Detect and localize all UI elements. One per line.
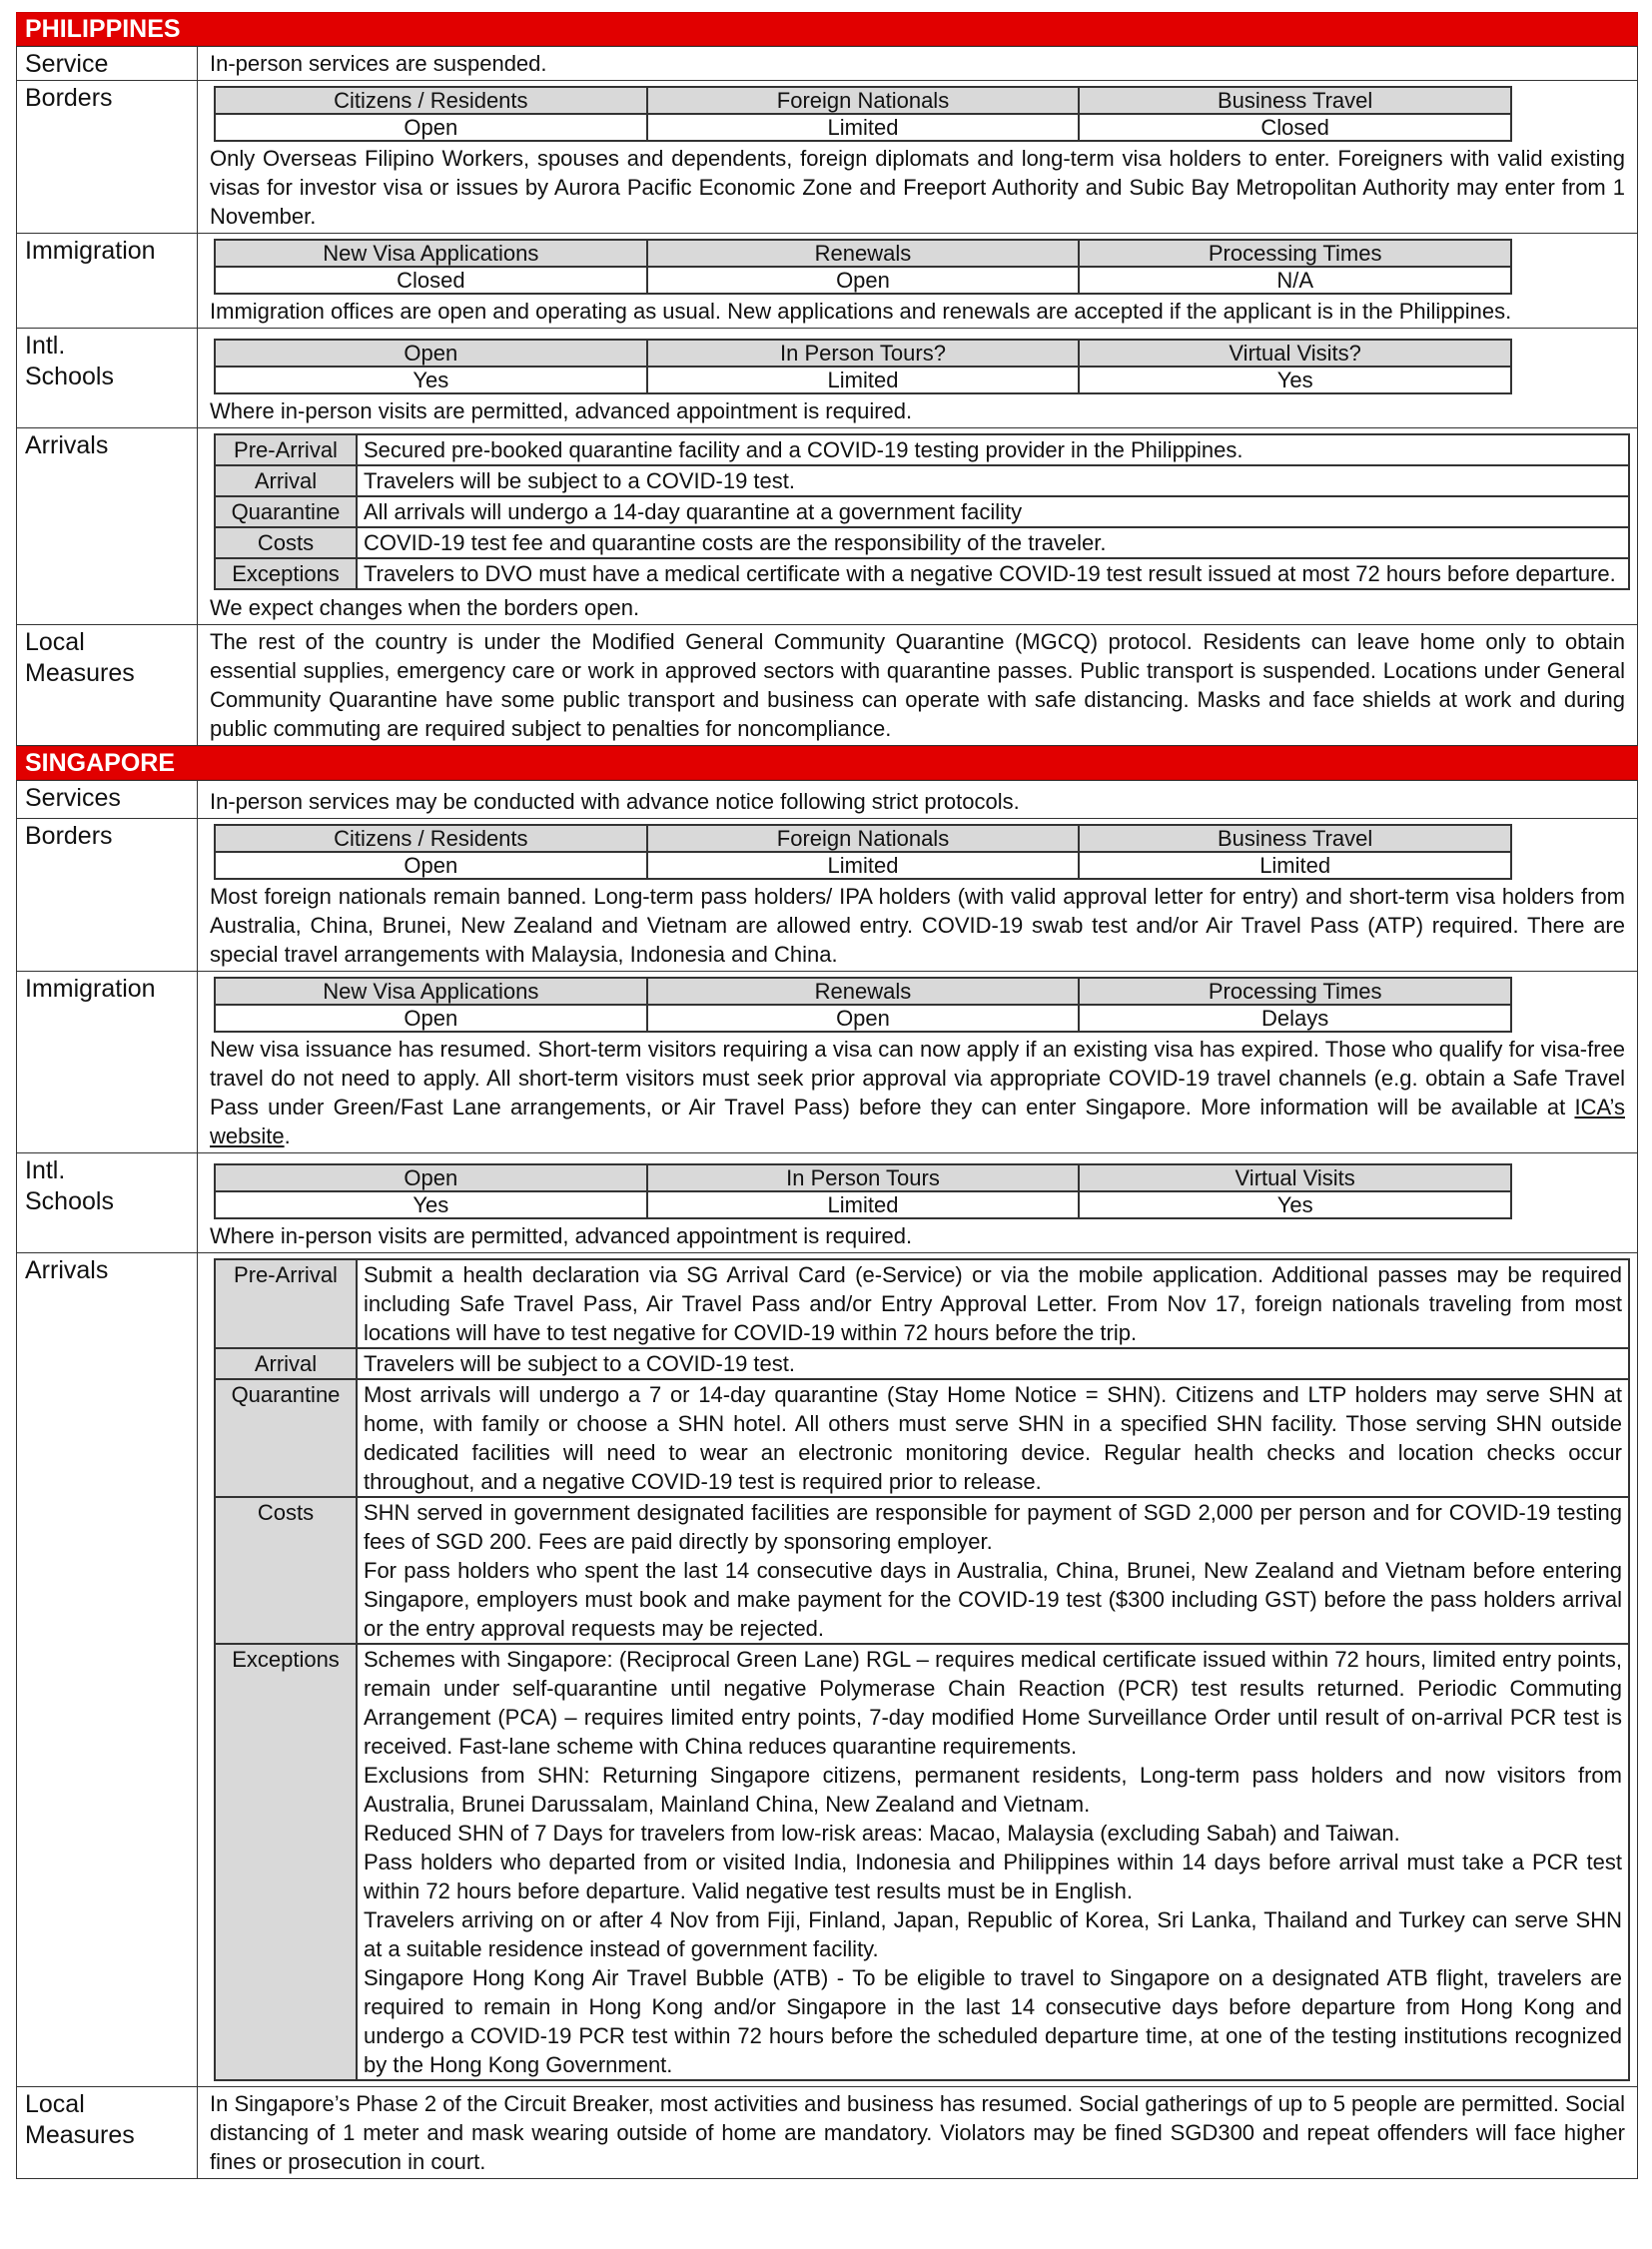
row-immigration — [17, 234, 1638, 329]
immigration-note: Immigration offices are open and operating as usual. New applications and renewals are accepted if the applicant is in the Philippines. — [210, 299, 1512, 324]
exceptions-paragraph: Schemes with Singapore: (Reciprocal Green Lane) RGL – requires medical certificate issued within 72 hours, limited entry points, remain under self-quarantine until negative Polymerase Chain Reaction (PCR) test results returned. Periodic Commuting Arrangement (PCA) – requires limited entry points, 7-day modified Home Surveillance Order until result of on-arrival PCR test is received. Fast-lane scheme with China reduces quarantine requirements. — [364, 1647, 1622, 1759]
grid-header: In Person Tours? — [647, 340, 1080, 367]
grid-header: New Visa Applications — [215, 978, 647, 1005]
local-measures-text: The rest of the country is under the Modified General Community Quarantine (MGCQ) protocol. Residents can leave home only to obtain essential supplies, emergency care or work in approved sectors with quarantine passes. Public transport is suspended. Locations under General Community Quarantine have some public transport and business can operate with safe distancing. Masks and face shields at work and during public commuting are required subject to penalties for noncompliance. — [198, 625, 1638, 746]
grid-value: N/A — [1079, 267, 1511, 294]
row-schools — [17, 1153, 1638, 1253]
row-service — [17, 47, 1638, 81]
grid-header: In Person Tours — [647, 1164, 1080, 1191]
grid-header: Processing Times — [1079, 978, 1511, 1005]
ica-website-link[interactable]: ICA’s website — [210, 1095, 1625, 1148]
grid-value: Open — [215, 1005, 647, 1032]
row-label: Arrivals — [17, 1253, 198, 2087]
borders-note: Only Overseas Filipino Workers, spouses and dependents, foreign diplomats and long-term visa holders to enter. Foreigners with valid existing visas for investor visa or issues by Aurora Pacific Economic Zone and Freeport Authority and Subic Bay Metropolitan Authority may enter from 1 November. — [210, 146, 1625, 229]
grid-value: Limited — [647, 114, 1080, 141]
row-label: Schools — [25, 363, 114, 390]
borders-grid — [214, 86, 1512, 142]
exceptions-paragraph: Reduced SHN of 7 Days for travelers from low-risk areas: Macao, Malaysia (excluding Sabah) and Taiwan. — [364, 1821, 1400, 1846]
arrivals-label: Pre-Arrival — [215, 434, 357, 465]
arrivals-label: Arrival — [215, 465, 357, 496]
row-local-measures — [17, 625, 1638, 746]
schools-grid — [214, 339, 1512, 394]
grid-value: Open — [647, 1005, 1080, 1032]
immigration-note-end: . — [284, 1124, 291, 1148]
row-borders — [17, 81, 1638, 234]
service-text: In-person services may be conducted with advance notice following strict protocols. — [198, 781, 1638, 819]
arrivals-label: Pre-Arrival — [215, 1259, 357, 1348]
arrivals-text: Travelers to DVO must have a medical certificate with a negative COVID-19 test result issued at most 72 hours before departure. — [357, 558, 1629, 589]
row-label: Immigration — [17, 234, 198, 329]
row-label: Measures — [25, 659, 135, 687]
arrivals-text: Travelers will be subject to a COVID-19 test. — [357, 1348, 1629, 1379]
row-immigration — [17, 972, 1638, 1153]
arrivals-label: Costs — [215, 1497, 357, 1644]
immigration-note-text: New visa issuance has resumed. Short-term visitors requiring a visa can now apply if an existing visa has expired. Those who qualify for visa-free travel do not need to apply. All short-term visitors must seek prior approval via appropriate COVID-19 travel channels (e.g. obtain a Safe Travel Pass under Green/Fast Lane arrangements, or Air Travel Pass) before they can enter Singapore. More information will be available at — [210, 1037, 1625, 1120]
row-label: Local — [25, 628, 85, 656]
schools-grid — [214, 1163, 1512, 1219]
exceptions-paragraph: Singapore Hong Kong Air Travel Bubble (ATB) - To be eligible to travel to Singapore on a designated ATB flight, travelers are required to remain in Hong Kong and/or Singapore in the last 14 consecutive days before departure from Hong Kong and undergo a COVID-19 PCR test within 72 hours before the scheduled departure time, at one of the testing institutions recognized by the Hong Kong Government. — [364, 1965, 1622, 2077]
arrivals-note: We expect changes when the borders open. — [210, 595, 640, 620]
singapore-table — [16, 780, 1638, 2179]
row-label: Immigration — [17, 972, 198, 1153]
row-label: Measures — [25, 2121, 135, 2149]
immigration-note — [210, 1035, 1625, 1150]
grid-header: Renewals — [647, 240, 1080, 267]
grid-header: Foreign Nationals — [647, 87, 1080, 114]
grid-header: Business Travel — [1079, 825, 1511, 852]
arrivals-label: Exceptions — [215, 558, 357, 589]
row-label: Local — [25, 2090, 85, 2118]
row-label: Intl. — [25, 332, 66, 360]
document-page — [16, 12, 1638, 2179]
arrivals-label: Arrival — [215, 1348, 357, 1379]
exceptions-paragraph: Exclusions from SHN: Returning Singapore citizens, permanent residents, Long-term pass holders and now visitors from Australia, Brunei Darussalam, Mainland China, New Zealand and Vietnam. — [364, 1763, 1622, 1817]
row-label: Borders — [17, 819, 198, 972]
grid-header: Foreign Nationals — [647, 825, 1080, 852]
philippines-table — [16, 46, 1638, 746]
row-service — [17, 781, 1638, 819]
exceptions-paragraph: Travelers arriving on or after 4 Nov from Fiji, Finland, Japan, Republic of Korea, Sri Lanka, Thailand and Turkey can serve SHN at a suitable residence instead of government facility. — [364, 1907, 1622, 1961]
row-label: Intl. — [25, 1156, 66, 1184]
row-label: Schools — [25, 1187, 114, 1215]
local-measures-text: In Singapore’s Phase 2 of the Circuit Breaker, most activities and business has resumed. Social gatherings of up to 5 people are permitted. Social distancing of 1 meter and mask wearing outside of home are mandatory. Violators may be fined SGD300 and repeat offenders will face higher fines or prosecution in court. — [198, 2087, 1638, 2179]
grid-value: Delays — [1079, 1005, 1511, 1032]
grid-header: Virtual Visits? — [1079, 340, 1511, 367]
country-header-singapore: SINGAPORE — [16, 746, 1638, 780]
costs-paragraph: For pass holders who spent the last 14 consecutive days in Australia, China, Brunei, New Zealand and Vietnam before entering Singapore, employers must book and make payment for the COVID-19 test ($300 including GST) before the pass holders arrival or the entry approval requests may be rejected. — [364, 1558, 1622, 1641]
arrivals-text: All arrivals will undergo a 14-day quarantine at a government facility — [357, 496, 1629, 527]
arrivals-text: Secured pre-booked quarantine facility and a COVID-19 testing provider in the Philippines. — [357, 434, 1629, 465]
grid-value: Limited — [647, 852, 1080, 879]
borders-note: Most foreign nationals remain banned. Long-term pass holders/ IPA holders (with valid approval letter for entry) and short-term visa holders from Australia, China, Brunei, New Zealand and Vietnam are allowed entry. COVID-19 swab test and/or Air Travel Pass (ATP) required. There are special travel arrangements with Malaysia, Indonesia and China. — [210, 884, 1625, 967]
grid-value: Open — [647, 267, 1080, 294]
costs-paragraph: SHN served in government designated facilities are responsible for payment of SGD 2,000 per person and for COVID-19 testing fees of SGD 200. Fees are paid directly by sponsoring employer. — [364, 1500, 1622, 1554]
exceptions-paragraph: Pass holders who departed from or visited India, Indonesia and Philippines within 14 days before arrival must take a PCR test within 72 hours before departure. Valid negative test results must be in English. — [364, 1850, 1622, 1903]
schools-note: Where in-person visits are permitted, advanced appointment is required. — [210, 398, 913, 423]
row-schools — [17, 329, 1638, 428]
arrivals-table — [214, 433, 1630, 590]
grid-header: Business Travel — [1079, 87, 1511, 114]
immigration-grid — [214, 239, 1512, 295]
arrivals-text: COVID-19 test fee and quarantine costs are the responsibility of the traveler. — [357, 527, 1629, 558]
grid-value: Limited — [647, 367, 1080, 393]
arrivals-label: Quarantine — [215, 496, 357, 527]
grid-header: New Visa Applications — [215, 240, 647, 267]
row-label: Service — [17, 47, 198, 81]
row-label: Arrivals — [17, 428, 198, 625]
service-text: In-person services are suspended. — [198, 47, 1638, 81]
row-arrivals — [17, 1253, 1638, 2087]
arrivals-label: Quarantine — [215, 1379, 357, 1497]
grid-value: Closed — [1079, 114, 1511, 141]
grid-value: Limited — [1079, 852, 1511, 879]
grid-value: Limited — [647, 1191, 1080, 1218]
grid-value: Yes — [1079, 367, 1511, 393]
grid-header: Processing Times — [1079, 240, 1511, 267]
country-header-philippines: PHILIPPINES — [16, 12, 1638, 46]
grid-value: Open — [215, 114, 647, 141]
grid-value: Closed — [215, 267, 647, 294]
grid-header: Citizens / Residents — [215, 87, 647, 114]
grid-header: Renewals — [647, 978, 1080, 1005]
grid-header: Open — [215, 1164, 647, 1191]
arrivals-label: Exceptions — [215, 1644, 357, 2080]
row-borders — [17, 819, 1638, 972]
arrivals-text: Submit a health declaration via SG Arrival Card (e-Service) or via the mobile application. Additional passes may be required including Safe Travel Pass, Air Travel Pass and/or Entry Approval Letter. From Nov 17, foreign nationals traveling from most locations will have to test negative for COVID-19 within 72 hours before the trip. — [357, 1259, 1629, 1348]
grid-value: Yes — [1079, 1191, 1511, 1218]
grid-value: Yes — [215, 1191, 647, 1218]
arrivals-table — [214, 1258, 1630, 2081]
grid-header: Virtual Visits — [1079, 1164, 1511, 1191]
row-arrivals — [17, 428, 1638, 625]
grid-header: Open — [215, 340, 647, 367]
grid-value: Open — [215, 852, 647, 879]
immigration-grid — [214, 977, 1512, 1033]
arrivals-label: Costs — [215, 527, 357, 558]
row-label: Borders — [17, 81, 198, 234]
schools-note: Where in-person visits are permitted, advanced appointment is required. — [210, 1223, 913, 1248]
arrivals-text: Travelers will be subject to a COVID-19 test. — [357, 465, 1629, 496]
row-local-measures — [17, 2087, 1638, 2179]
grid-value: Yes — [215, 367, 647, 393]
grid-header: Citizens / Residents — [215, 825, 647, 852]
borders-grid — [214, 824, 1512, 880]
arrivals-text: Most arrivals will undergo a 7 or 14-day quarantine (Stay Home Notice = SHN). Citizens and LTP holders may serve SHN at home, with family or choose a SHN hotel. All others must serve SHN in a specified SHN facility. Those serving SHN outside dedicated facilities will need to wear an electronic monitoring device. Regular health checks and location checks occur throughout, and a negative COVID-19 test is required prior to release. — [357, 1379, 1629, 1497]
row-label: Services — [17, 781, 198, 819]
